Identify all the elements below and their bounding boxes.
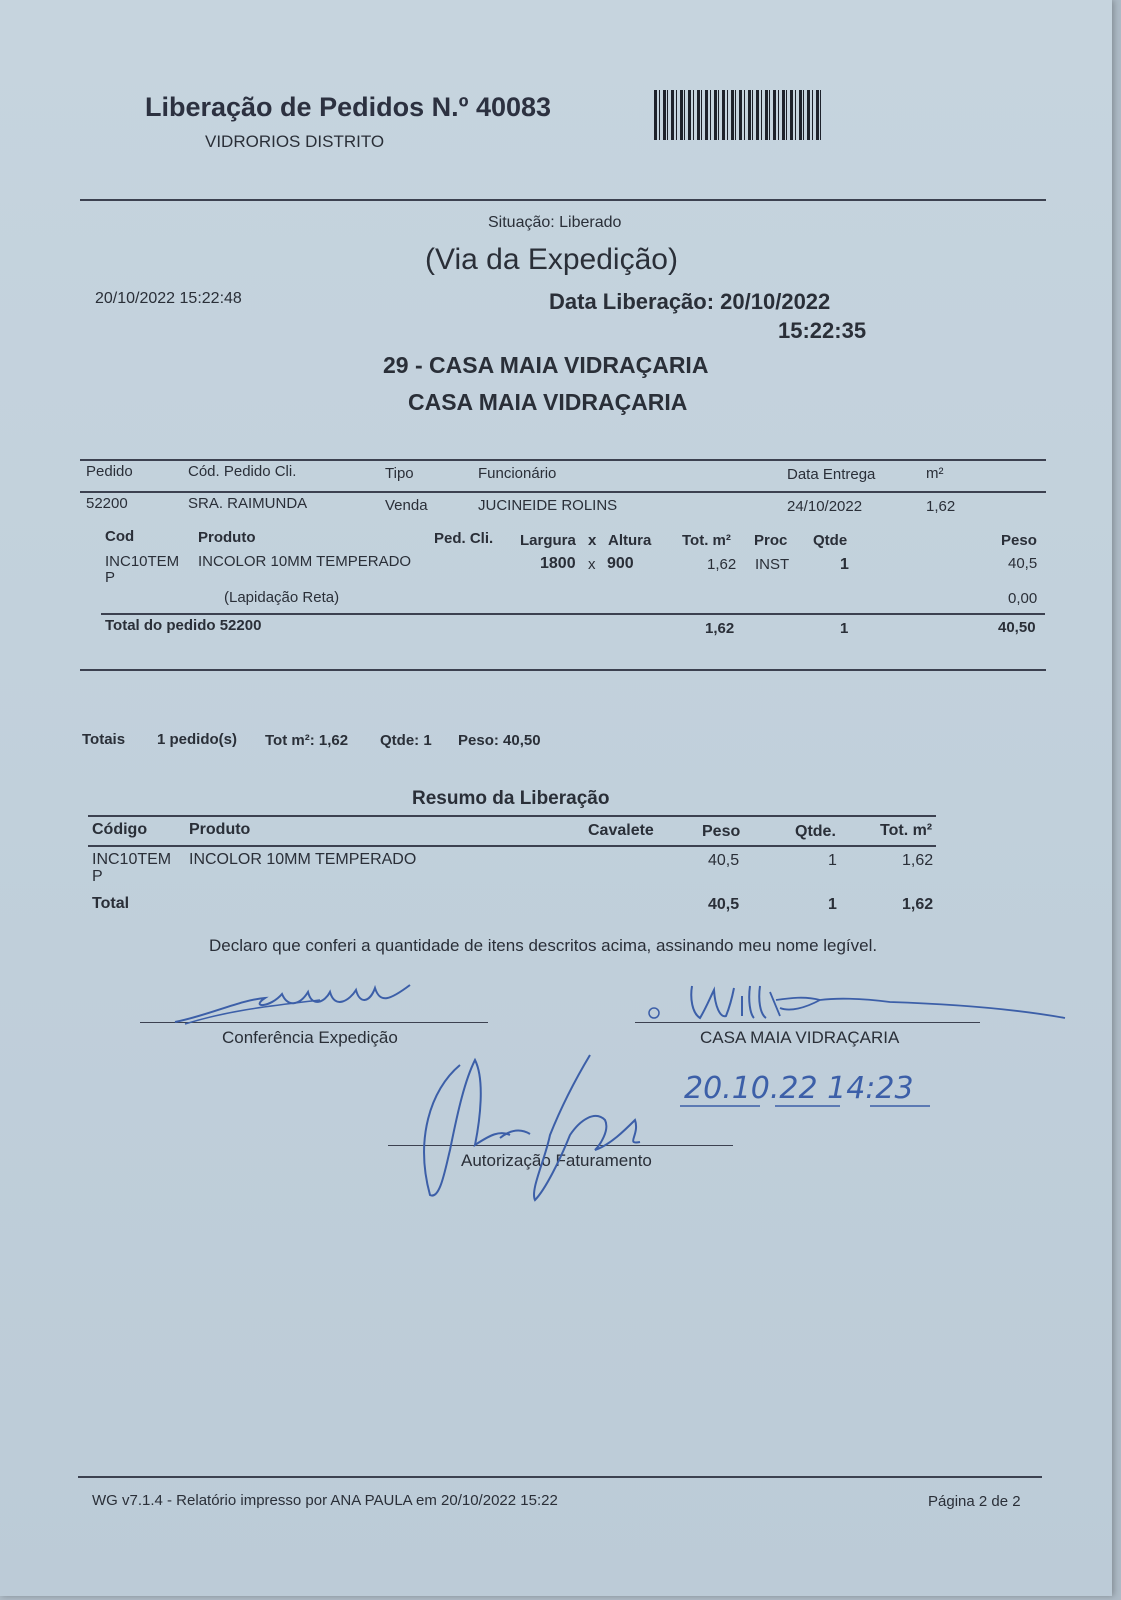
order-total-border: [101, 613, 1045, 615]
resumo-total-tot-m2: 1,62: [902, 896, 934, 913]
item-cod: INC10TEM: [105, 553, 180, 570]
resumo-row-codigo-wrap: P: [92, 868, 103, 885]
print-timestamp: 20/10/2022 15:22:48: [95, 290, 242, 307]
resumo-header-qtde: Qtde.: [795, 823, 836, 840]
resumo-header-codigo: Código: [92, 821, 148, 838]
handwritten-signature-conferencia: [170, 980, 430, 1030]
row-m2: 1,62: [926, 498, 956, 515]
resumo-header-peso: Peso: [702, 823, 741, 840]
client-code-name: 29 - CASA MAIA VIDRAÇARIA: [383, 352, 709, 378]
items-header-produto: Produto: [198, 529, 256, 546]
table-top-border: [80, 459, 1046, 461]
release-date: Data Liberação: 20/10/2022: [549, 289, 831, 314]
document-title: Liberação de Pedidos N.º 40083: [145, 92, 552, 122]
order-total-qtde: 1: [840, 620, 849, 637]
declaration-text: Declaro que conferi a quantidade de itens descritos acima, assinando meu nome legível.: [209, 936, 878, 955]
totals-label: Totais: [82, 731, 126, 748]
items-header-altura: Altura: [608, 532, 652, 549]
item-qtde: 1: [840, 556, 849, 573]
items-header-proc: Proc: [754, 532, 788, 549]
header-pedido: Pedido: [86, 463, 133, 480]
items-header-peso: Peso: [1001, 532, 1037, 549]
items-header-ped-cli: Ped. Cli.: [434, 530, 494, 547]
item-largura: 1800: [540, 555, 576, 572]
totals-peso: Peso: 40,50: [458, 732, 541, 749]
items-header-largura: Largura: [520, 532, 576, 549]
item-tot-m2: 1,62: [707, 556, 737, 573]
resumo-row-tot-m2: 1,62: [902, 852, 934, 869]
items-header-x: x: [588, 532, 597, 549]
row-data-entrega: 24/10/2022: [787, 498, 863, 515]
sub-item-label: (Lapidação Reta): [224, 589, 340, 606]
item-produto: INCOLOR 10MM TEMPERADO: [198, 553, 412, 570]
order-total-label: Total do pedido 52200: [105, 617, 262, 634]
resumo-row-codigo: INC10TEM: [92, 851, 172, 868]
table-header-border: [80, 491, 1046, 493]
header-m2: m²: [926, 465, 944, 482]
handwritten-signature-cliente: [630, 978, 1070, 1028]
handwritten-date-text: 20.10.22 14:23: [684, 1071, 914, 1106]
handwritten-date: [680, 1068, 960, 1113]
totals-qtde: Qtde: 1: [380, 732, 432, 749]
resumo-row-produto: INCOLOR 10MM TEMPERADO: [189, 851, 417, 868]
row-pedido: 52200: [86, 495, 128, 512]
totals-pedidos: 1 pedido(s): [157, 731, 238, 748]
signature-label-cliente: CASA MAIA VIDRAÇARIA: [700, 1028, 900, 1047]
resumo-total-label: Total: [92, 895, 130, 912]
item-altura: 900: [607, 555, 634, 572]
header-cod-pedido-cli: Cód. Pedido Cli.: [188, 463, 297, 480]
item-x: x: [588, 556, 596, 573]
resumo-row-peso: 40,5: [708, 852, 740, 869]
footer-print-info: WG v7.1.4 - Relatório impresso por ANA PAULA em 20/10/2022 15:22: [92, 1492, 558, 1509]
table-bottom-border: [80, 669, 1046, 671]
footer-divider: [78, 1476, 1042, 1478]
items-header-tot-m2: Tot. m²: [682, 532, 731, 549]
header-data-entrega: Data Entrega: [787, 466, 876, 483]
resumo-header-tot-m2: Tot. m²: [880, 822, 933, 839]
barcode: [654, 90, 824, 140]
resumo-total-qtde: 1: [828, 896, 837, 913]
signature-label-conferencia: Conferência Expedição: [222, 1028, 398, 1047]
row-cod-pedido-cli: SRA. RAIMUNDA: [188, 495, 308, 512]
order-total-m2: 1,62: [705, 620, 735, 637]
row-funcionario: JUCINEIDE ROLINS: [478, 497, 618, 514]
item-cod-wrap: P: [105, 569, 116, 586]
item-proc: INST: [755, 556, 790, 573]
company-name: VIDRORIOS DISTRITO: [205, 132, 385, 151]
resumo-header-produto: Produto: [189, 821, 251, 838]
handwritten-signature-autorizacao: [410, 1050, 670, 1205]
resumo-header-border: [88, 845, 936, 847]
resumo-total-peso: 40,5: [708, 896, 740, 913]
footer-page-number: Página 2 de 2: [928, 1493, 1021, 1510]
resumo-top-border: [88, 815, 936, 817]
resumo-title: Resumo da Liberação: [412, 788, 610, 809]
header-funcionario: Funcionário: [478, 465, 557, 482]
totals-m2: Tot m²: 1,62: [265, 732, 349, 749]
signature-label-autorizacao: Autorização Faturamento: [461, 1151, 652, 1170]
header-tipo: Tipo: [385, 465, 414, 482]
order-total-peso: 40,50: [998, 619, 1036, 636]
item-peso: 40,5: [1008, 555, 1038, 572]
via-title: (Via da Expedição): [425, 243, 678, 276]
resumo-row-qtde: 1: [828, 852, 837, 869]
divider: [80, 199, 1046, 201]
sub-item-peso: 0,00: [1008, 590, 1038, 607]
client-name: CASA MAIA VIDRAÇARIA: [408, 389, 688, 415]
items-header-qtde: Qtde: [813, 532, 848, 549]
row-tipo: Venda: [385, 497, 428, 514]
status-text: Situação: Liberado: [488, 214, 622, 231]
release-time: 15:22:35: [778, 318, 867, 343]
resumo-header-cavalete: Cavalete: [588, 822, 654, 839]
items-header-cod: Cod: [105, 528, 135, 545]
